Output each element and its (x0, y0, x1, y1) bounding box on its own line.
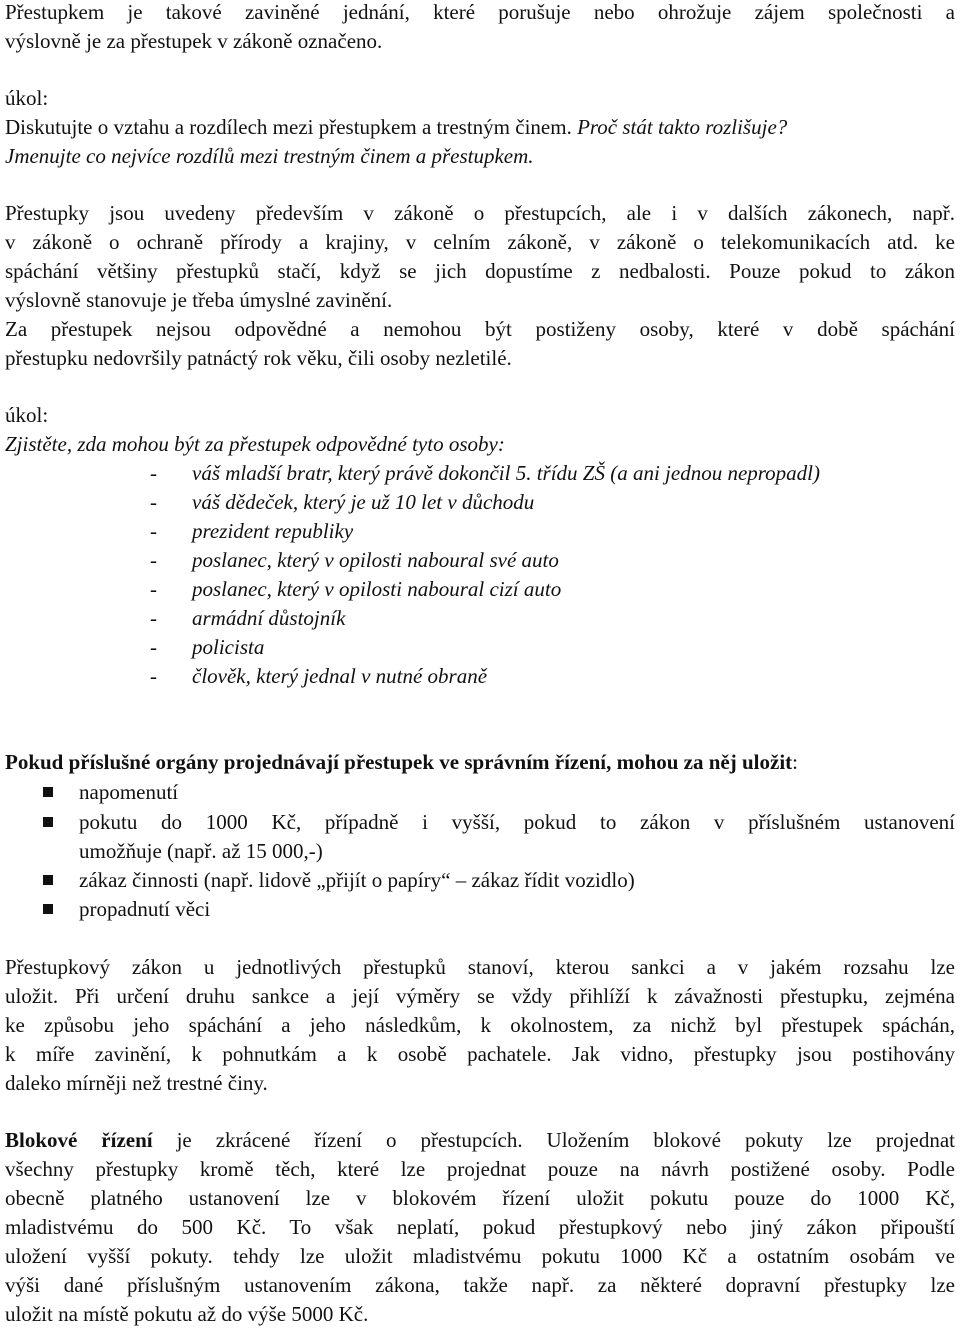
list-item: - prezident republiky (150, 519, 354, 543)
paragraph-laws-line-1: Přestupky jsou uvedeny především v zákoně o přestupcích, ale i v dalších zákonech, např. (5, 201, 955, 225)
paragraph-laws-line-5: Za přestupek nejsou odpovědné a nemohou být postiženy osoby, které v době spáchání (5, 317, 955, 341)
list-item: - poslanec, který v opilosti naboural cizí auto (150, 577, 562, 601)
list-item: - policista (150, 635, 265, 659)
paragraph-laws-line-4: výslovně stanovuje je třeba úmyslné zavinění. (5, 288, 393, 312)
square-bullet-icon (43, 817, 53, 827)
list-item: - armádní důstojník (150, 606, 346, 630)
sanctions-heading-bold: Pokud příslušné orgány projednávají přestupek ve správním řízení, mohou za něj uložit (5, 750, 793, 774)
task-1-line-1 (5, 113, 787, 142)
paragraph-laws-line-3 (5, 257, 955, 286)
square-bullet-icon (43, 787, 53, 797)
paragraph-definition-line-1: Přestupkem je takové zaviněné jednání, které porušuje nebo ohrožuje zájem společnosti a (5, 0, 955, 24)
square-bullet-icon (43, 904, 53, 914)
paragraph-block-procedure-line-6: výši dané příslušným ustanovením zákona, takže např. za některé dopravní přestupky lze (5, 1273, 955, 1297)
task-1-label: úkol: (5, 86, 49, 110)
paragraph-block-procedure-line-2: všechny přestupky kromě těch, které lze projednat pouze na návrh postižené osoby. Podle (5, 1157, 955, 1181)
paragraph-block-procedure-line-4: mladistvému do 500 Kč. To však neplatí, pokud přestupkový nebo jiný zákon připouští (5, 1215, 955, 1239)
paragraph-sanction-law-line-2: uložit. Při určení druhu sankce a její výměry se vždy přihlíží k závažnosti přestupku, zejména (5, 984, 955, 1008)
paragraph-block-procedure-line-5: uložení vyšší pokuty. tehdy lze uložit mladistvému pokutu 1000 Kč a ostatním osobám ve (5, 1244, 955, 1268)
task-2-intro: Zjistěte, zda mohou být za přestupek odpovědné tyto osoby: (5, 432, 505, 456)
paragraph-laws-line-3b: Pouze pokud to zákon (710, 259, 956, 283)
list-item: - váš dědeček, který je už 10 let v důchodu (150, 490, 535, 514)
block-procedure-term: Blokové řízení (5, 1128, 153, 1152)
list-item: - člověk, který jednal v nutné obraně (150, 664, 488, 688)
square-bullet-icon (43, 875, 53, 885)
paragraph-sanction-law-line-3: ke způsobu jeho spáchání a jeho následkům, k okolnostem, za nichž byl přestupek spáchán, (5, 1013, 955, 1037)
paragraph-block-procedure-line-7: uložit na místě pokutu až do výše 5000 Kč. (5, 1302, 369, 1326)
task-1-line-2: Jmenujte co nejvíce rozdílů mezi trestným činem a přestupkem. (5, 144, 534, 168)
task-1-line-1-italic: Proč stát takto rozlišuje? (571, 115, 788, 139)
list-item: - poslanec, který v opilosti naboural své auto (150, 548, 559, 572)
list-item: pokutu do 1000 Kč, případně i vyšší, pokud to zákon v příslušném ustanovení umožňuje (např. až 15 000,-) (43, 808, 955, 866)
sanctions-heading-colon: : (792, 750, 799, 774)
paragraph-block-procedure-line-3: obecně platného ustanovení lze v blokovém řízení uložit pokutu pouze do 1000 Kč, (5, 1186, 955, 1210)
paragraph-sanction-law-line-5: daleko mírněji než trestné činy. (5, 1071, 268, 1095)
paragraph-laws-line-3a: spáchání většiny přestupků stačí, když se jich dopustíme z nedbalosti. (5, 259, 711, 283)
paragraph-definition-line-2: výslovně je za přestupek v zákoně označeno. (5, 29, 383, 53)
paragraph-sanction-law-line-1: Přestupkový zákon u jednotlivých přestupků stanoví, kterou sankci a v jakém rozsahu lze (5, 955, 955, 979)
sanctions-heading (5, 748, 798, 777)
paragraph-laws-line-6: přestupku nedovršily patnáctý rok věku, čili osoby nezletilé. (5, 346, 512, 370)
paragraph-sanction-law-line-4: k míře zavinění, k pohnutkám a k osobě pachatele. Jak vidno, přestupky jsou postihovány (5, 1042, 955, 1066)
task-2-label: úkol: (5, 403, 49, 427)
paragraph-block-procedure-line-1: Blokové řízení je zkrácené řízení o přestupcích. Uložením blokové pokuty lze projednat (5, 1128, 955, 1152)
paragraph-laws-line-2: v zákoně o ochraně přírody a krajiny, v celním zákoně, v zákoně o telekomunikacích atd. ke (5, 230, 955, 254)
list-item: - váš mladší bratr, který právě dokončil 5. třídu ZŠ (a ani jednou nepropadl) (150, 461, 820, 485)
task-1-line-1-normal: Diskutujte o vztahu a rozdílech mezi přestupkem a trestným činem. (5, 115, 572, 139)
